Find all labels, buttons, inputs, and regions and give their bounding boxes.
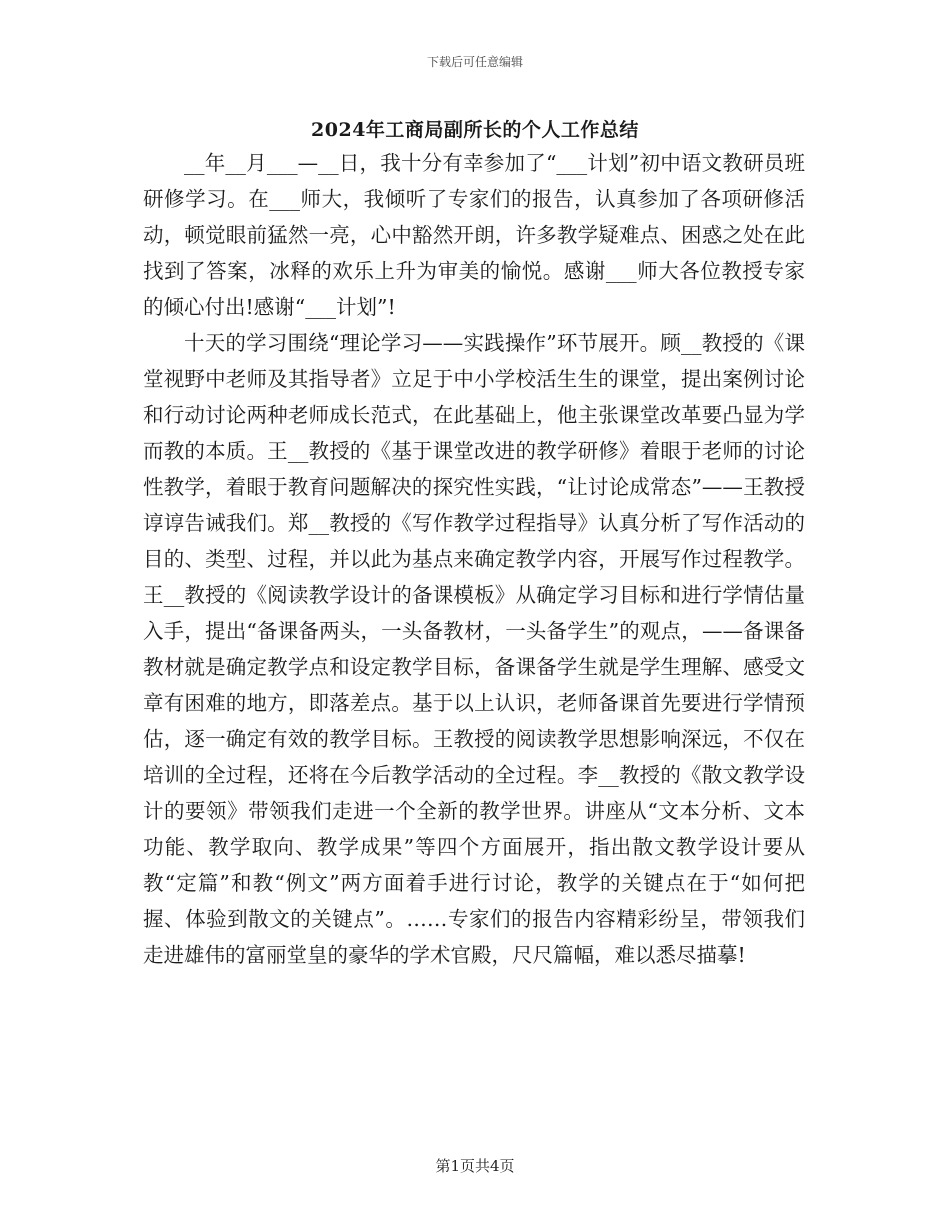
paragraph-1: __年__月___—__日，我十分有幸参加了“___计划”初中语文教研员班研修学习。在___师大，我倾听了专家们的报告，认真参加了各项研修活动，顿觉眼前猛然一亮，心中豁然开朗，许多教学疑难点、困惑之处在此找到了答案，冰释的欢乐上升为审美的愉悦。感谢___师大各位教授专家的倾心付出!感谢“___计划”! xyxy=(143,151,805,319)
page-header-note: 下载后可任意编辑 xyxy=(426,55,523,69)
document-body xyxy=(143,145,805,973)
page-number: 第1页共4页 xyxy=(435,1157,515,1175)
document-title: 2024年工商局副所长的个人工作总结 xyxy=(311,119,639,141)
paragraph-2: 十天的学习围绕“理论学习——实践操作”环节展开。顾__教授的《课堂视野中老师及其指导者》立足于中小学校活生生的课堂，提出案例讨论和行动讨论两种老师成长范式，在此基础上，他主张课堂改革要凸显为学而教的本质。王__教授的《基于课堂改进的教学研修》着眼于老师的讨论性教学，着眼于教育问题解决的探究性实践，“让讨论成常态”——王教授谆谆告诫我们。郑__教授的《写作教学过程指导》认真分析了写作活动的目的、类型、过程，并以此为基点来确定教学内容，开展写作过程教学。王__教授的《阅读教学设计的备课模板》从确定学习目标和进行学情估量入手，提出“备课备两头，一头备教材，一头备学生”的观点，——备课备教材就是确定教学点和设定教学目标，备课备学生就是学生理解、感受文章有困难的地方，即落差点。基于以上认识，老师备课首先要进行学情预估，逐一确定有效的教学目标。王教授的阅读教学思想影响深远，不仅在培训的全过程，还将在今后教学活动的全过程。李__教授的《散文教学设计的要领》带领我们走进一个全新的教学世界。讲座从“文本分析、文本功能、教学取向、教学成果”等四个方面展开，指出散文教学设计要从教“定篇”和教“例文”两方面着手进行讨论，教学的关键点在于“如何把握、体验到散文的关键点”。……专家们的报告内容精彩纷呈，带领我们走进雄伟的富丽堂皇的豪华的学术官殿，尺尺篇幅，难以悉尽描摹! xyxy=(143,331,805,967)
